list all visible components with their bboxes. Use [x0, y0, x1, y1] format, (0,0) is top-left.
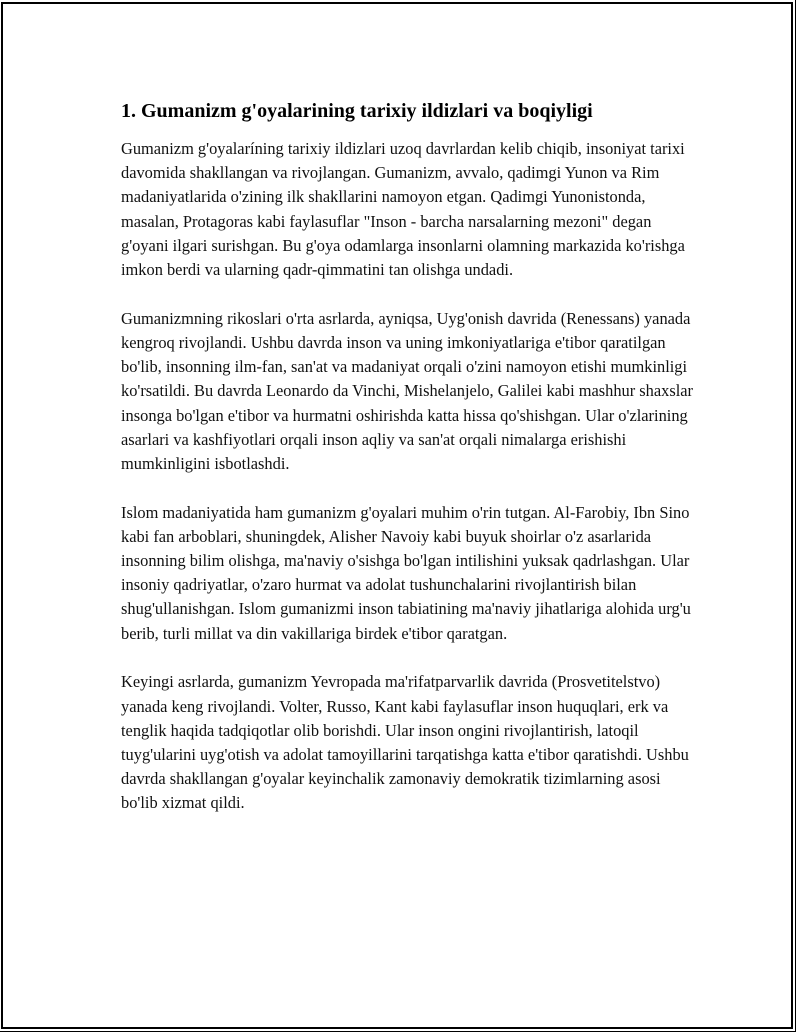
paragraph-4: Keyingi asrlarda, gumanizm Yevropada ma'rifatparvarlik davrida (Prosvetitelstvo) yanada keng rivojlandi. Volter, Russo, Kant kabi faylasuflar inson huquqlari, erk va tenglik haqida tadqiqotlar olib borishdi. Ular inson ongini rivojlantirish, latoqil tuyg'ularini uyg'otish va adolat tamoyillarini tarqatishga katta e'tibor qaratishdi. Ushbu davrda shakllangan g'oyalar keyinchalik zamonaviy demokratik tizimlarning asosi bo'lib xizmat qildi.: [121, 672, 689, 813]
page-frame: [1, 2, 793, 1029]
paragraph-3: Islom madaniyatida ham gumanizm g'oyalari muhim o'rin tutgan. Al-Farobiy, Ibn Sino kabi fan arboblari, shuningdek, Alisher Navoiy kabi buyuk shoirlar o'z asarlarida insonning bilim olishga, ma'naviy o'sishga bo'lgan intilishini yuksak qadrlashgan. Ular insoniy qadriyatlar, o'zaro hurmat va adolat tushunchalarini rivojlantirish bilan shug'ullanishgan. Islom gumanizmi inson tabiatining ma'naviy jihatlariga alohida urg'u berib, turli millat va din vakillariga birdek e'tibor qaratgan.: [121, 502, 691, 643]
section-heading: 1. Gumanizm g'oyalarining tarixiy ildizlari va boqiyligi: [121, 100, 593, 122]
paragraph-2: Gumanizmning rikoslari o'rta asrlarda, ayniqsa, Uyg'onish davrida (Renessans) yanada kengroq rivojlandi. Ushbu davrda inson va uning imkoniyatlariga e'tibor qaratilgan bo'lib, insonning ilm-fan, san'at va madaniyat orqali o'zini namoyon etishi mumkinligi ko'rsatildi. Bu davrda Leonardo da Vinchi, Mishelanjelo, Galilei kabi mashhur shaxslar insonga bo'lgan e'tibor va hurmatni oshirishda katta hissa qo'shishgan. Ular o'zlarining asarlari va kashfiyotlari orqali inson aqliy va san'at orqali nimalarga erishishi mumkinligini isbotlashdi.: [121, 308, 694, 473]
paragraph-1: Gumanizm g'oyalaríning tarixiy ildizlari uzoq davrlardan kelib chiqib, insoniyat tarixi davomida shakllangan va rivojlangan. Gumanizm, avvalo, qadimgi Yunon va Rim madaniyatlarida o'zining ilk shakllarini namoyon etgan. Qadimgi Yunonistonda, masalan, Protagoras kabi faylasuflar "Inson - barcha narsalarning mezoni" degan g'oyani ilgari surishgan. Bu g'oya odamlarga insonlarni olamning markazida ko'rishga imkon berdi va ularning qadr-qimmatini tan olishga undadi.: [121, 139, 685, 280]
document-body: [121, 99, 701, 840]
